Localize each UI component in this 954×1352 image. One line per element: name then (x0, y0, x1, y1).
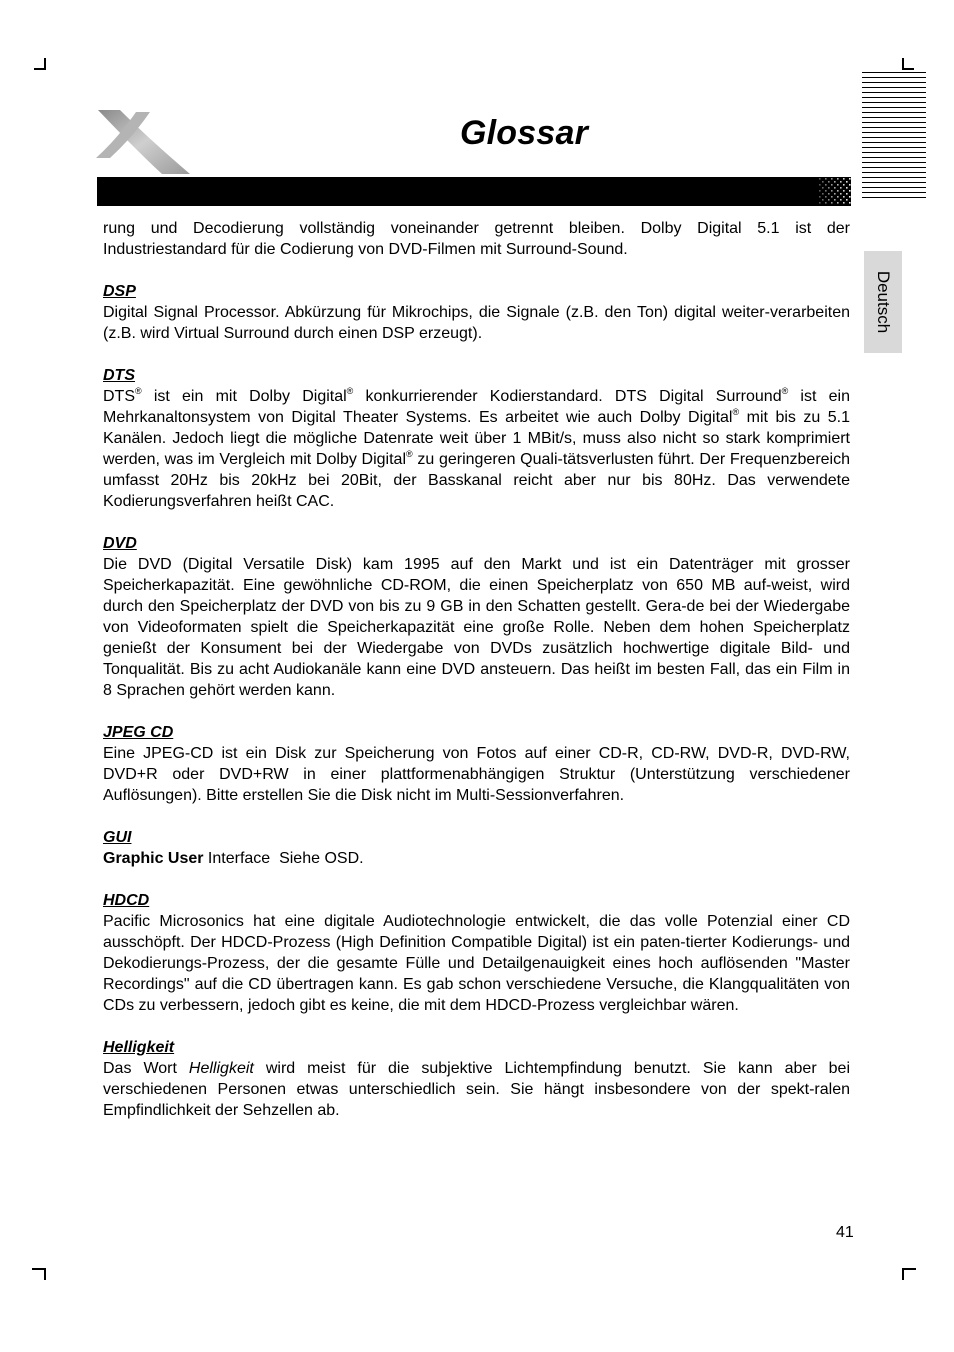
crop-mark-bottom-right (902, 1268, 916, 1270)
glossary-term: HDCD (103, 892, 150, 909)
registered-mark: ® (781, 386, 789, 396)
definition-text: mit bis zu 5.1 Kanälen. Jedoch liegt die mögliche Datenrate weit über 1 MBit/s, muss also nicht so stark komprimiert werden, was im Vergleich mit Dolby Digital (103, 409, 851, 468)
glossary-entry-dts (103, 365, 850, 512)
glossary-definition (103, 848, 850, 869)
glossary-term: DSP (103, 283, 136, 300)
glossary-entry-helligkeit (103, 1037, 850, 1121)
glossary-definition: Die DVD (Digital Versatile Disk) kam 1995 auf den Markt und ist ein Datenträger mit grosser Speicherkapazität. Eine gewöhnliche CD-ROM, die einen Speicherplatz von 650 MB auf-weist, wird durch den Speicherplatz der DVD von bis zu 9 GB in den Schatten gestellt. Gera-de bei der Wiedergabe von Videoformaten spielt die Speicherkapazität eine große Rolle. Neben dem hohen Speicherplatz genießt der Konsument bei der Wiedergabe von DVDs zusätzlich hochwertige digitale Bild- und Tonqualität. Bis zu acht Audiokanäle kann eine DVD ansteuern. Das heißt im besten Fall, das ein Film in 8 Sprachen gehört werden kann. (103, 556, 850, 699)
intro-paragraph: rung und Decodierung vollständig voneinander getrennt bleiben. Dolby Digital 5.1 ist der Industriestandard für die Codierung von DVD-Filmen mit Surround-Sound. (103, 220, 850, 258)
definition-text: wird meist für die subjektive Lichtempfindung benutzt. Sie kann aber bei verschiedenen Personen etwas unterschiedlich sein. Sie hängt insbesondere von der spekt-ralen Empfindlichkeit der Sehzellen ab. (103, 1060, 851, 1119)
language-tab (864, 251, 902, 353)
glossary-entry-dsp (103, 281, 850, 344)
registered-mark: ® (732, 407, 740, 417)
glossary-term: DTS (103, 367, 135, 384)
page-title: Glossar (460, 114, 589, 152)
registered-mark: ® (406, 449, 413, 459)
glossary-definition (103, 1058, 850, 1121)
title-bar-dot-pattern (818, 177, 852, 206)
definition-text: zu geringeren Quali-tätsverlusten führt. Der Frequenzbereich umfasst 20Hz bis 20kHz bei 20Bit, der Basskanal reicht aber nur bis 80Hz. Das verwendete Kodierungsverfahren heißt CAC. (103, 451, 850, 510)
crop-mark-bottom-left (44, 1268, 46, 1280)
definition-italic-text: Helligkeit (188, 1060, 254, 1077)
crop-mark-bottom-right (902, 1268, 904, 1280)
glossary-term: Helligkeit (103, 1039, 175, 1056)
glossary-term: DVD (103, 535, 137, 552)
definition-text: Das Wort (103, 1060, 189, 1077)
side-hatch-pattern (862, 72, 926, 198)
glossary-definition: Eine JPEG-CD ist ein Disk zur Speicherung von Fotos auf einer CD-R, CD-RW, DVD-R, DVD-RW, DVD+R oder DVD+RW in einer plattformenabhängigen Struktur (Unterstützung verschiedener Auflösungen). Bitte erstellen Sie die Disk nicht im Multi-Sessionverfahren. (103, 745, 850, 804)
crop-mark-top-right (902, 68, 914, 70)
language-tab-label: Deutsch (874, 270, 893, 334)
glossary-entry-hdcd (103, 890, 850, 1016)
glossary-content (103, 218, 850, 1121)
glossary-entry-dvd (103, 533, 850, 701)
crop-mark-top-left (34, 68, 46, 70)
brand-x-logo (96, 108, 192, 176)
registered-mark: ® (346, 386, 354, 396)
glossary-definition: Digital Signal Processor. Abkürzung für Mikrochips, die Signale (z.B. den Ton) digital weiter-verarbeiten (z.B. wird Virtual Surround durch einen DSP erzeugt). (103, 304, 850, 342)
title-bar (97, 177, 851, 206)
definition-text: ist ein Mehrkanaltonsystem von Digital Theater Systems. Es arbeitet wie auch Dolby Digital (103, 388, 850, 426)
definition-text: konkurrierender Kodierstandard. DTS Digital Surround (353, 388, 782, 405)
glossary-term: GUI (103, 829, 132, 846)
glossary-definition: Pacific Microsonics hat eine digitale Audiotechnologie entwickelt, die das volle Potenzial einer CD ausschöpft. Der HDCD-Prozess (High Definition Compatible Digital) ist ein paten-tierter Kodierungs- und Dekodierungs-Prozess, der die gesamte Fülle und Detailgenauigkeit eines hoch auflösenden "Master Recordings" auf die CD übertragen kann. Es gab schon verschiedene Versuche, die Klangqualitäten von CDs zu verbessern, jedoch gibt es keine, die mit dem HDCD-Prozess vergleichbar wären. (103, 913, 850, 1014)
glossary-term: JPEG CD (103, 724, 174, 741)
page-number: 41 (836, 1224, 854, 1241)
definition-text: Interface Siehe OSD. (203, 850, 364, 867)
definition-bold-text: Graphic User (103, 850, 204, 867)
definition-text: DTS (103, 388, 135, 405)
registered-mark: ® (135, 386, 142, 396)
definition-text: ist ein mit Dolby Digital (141, 388, 347, 405)
glossary-entry-jpeg-cd (103, 722, 850, 806)
glossary-definition (103, 386, 850, 512)
glossary-entry-gui (103, 827, 850, 869)
